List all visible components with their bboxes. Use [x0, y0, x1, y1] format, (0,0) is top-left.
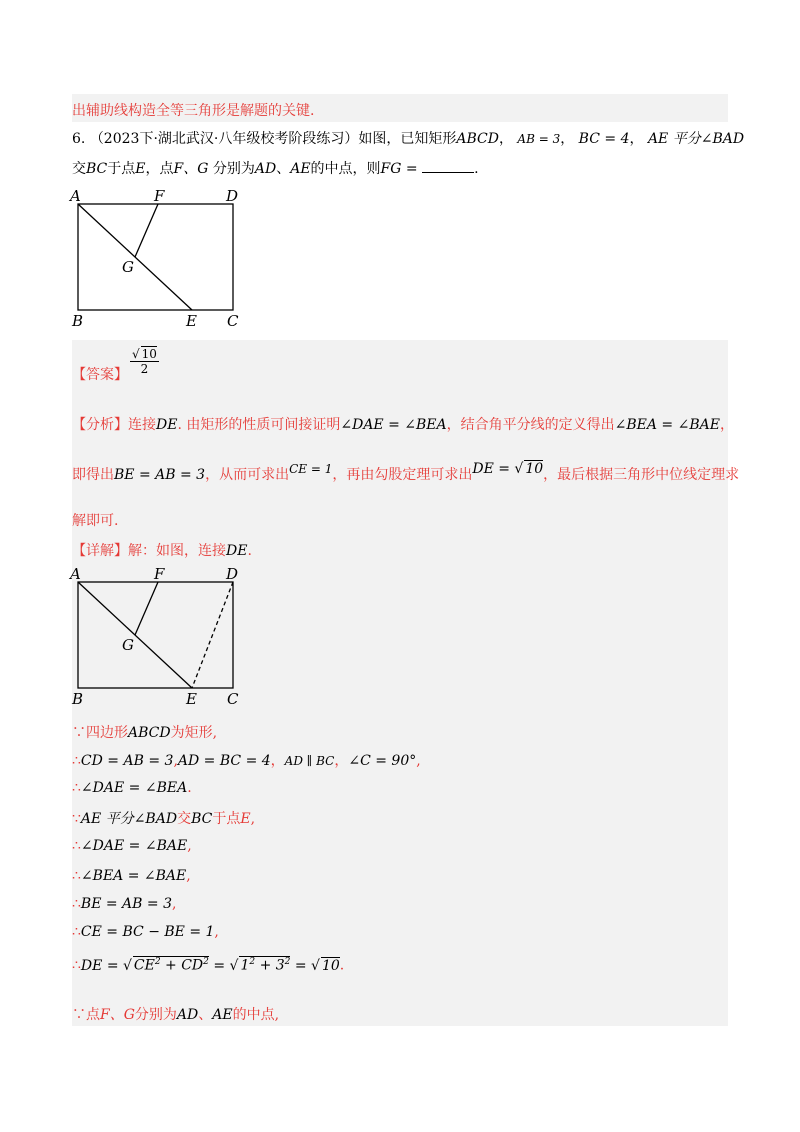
analysis-text: ，结合角平分线的定义得出: [446, 417, 615, 433]
math-part: + 3: [255, 957, 285, 974]
step-text: ∴: [72, 957, 81, 974]
step-10: [72, 1004, 728, 1024]
bc-label: BC: [86, 161, 108, 177]
step-1: [72, 722, 728, 742]
step-2: [72, 750, 728, 770]
equation: BE = AB = 3: [114, 467, 206, 483]
problem-line-2: [72, 158, 728, 178]
points-fg: F、G: [173, 161, 209, 177]
step-math: ∠DAE = ∠BEA: [80, 780, 188, 796]
math-part: 1: [240, 957, 250, 974]
analysis-line-2: 即得出BE = AB = 3，从而可求出CE = 1，再由勾股定理可求出DE = √ 10，最后根据三角形中位线定理求: [72, 461, 740, 483]
detail-text: 解：如图，连接: [128, 543, 226, 559]
label-a: A: [70, 187, 81, 205]
label-e: E: [186, 312, 197, 330]
math-part: CE: [133, 957, 155, 974]
math-root: [239, 956, 290, 974]
step-math: BC: [191, 811, 213, 827]
point-e: E: [135, 161, 146, 177]
figure-rectangle-2: [66, 562, 266, 712]
step-math: AD ∥ BC: [284, 754, 335, 768]
label-e: E: [186, 690, 197, 708]
analysis-text: ，从而可求出: [205, 467, 290, 483]
figure-rectangle-1: [66, 184, 266, 334]
analysis-line-1: [72, 414, 734, 434]
step-text: .: [187, 780, 192, 796]
step-8: [72, 924, 728, 940]
math-part: DE =: [80, 957, 123, 974]
detail-label: 【详解】: [72, 543, 128, 559]
step-text: 的中点,: [232, 1007, 280, 1023]
step-math: DE = √ $CE^2 + CD^2$ = √ $1^2 + 3^2$ = √ 10: [80, 957, 340, 974]
step-3: [72, 780, 728, 796]
label-g: G: [122, 258, 134, 276]
step-math: BE = AB = 3: [80, 896, 172, 912]
detail-header: [72, 540, 728, 560]
math-exp: 2: [284, 957, 291, 967]
label-f: F: [154, 187, 165, 205]
step-math: ABCD: [128, 725, 171, 741]
equation-root: 10: [525, 461, 544, 477]
answer-blank: [422, 160, 474, 173]
label-f: F: [154, 565, 165, 583]
step-math: CE = BC − BE = 1: [80, 924, 215, 940]
step-text: ,: [214, 924, 219, 940]
problem-line-1: 6. （2023下·湖北武汉·八年级校考阶段练习）如图，已知矩形ABCD， AB = 3， BC = 4， AE 平分∠BAD: [72, 131, 745, 147]
ae-bisects: AE 平分∠BAD: [647, 131, 745, 147]
analysis-text: ，最后根据三角形中位线定理求: [543, 467, 740, 483]
ad-label: AD: [254, 161, 277, 177]
step-text: ∴: [72, 753, 81, 769]
step-text: ,: [187, 838, 192, 854]
analysis-line-3: 解即可.: [72, 513, 119, 529]
label-d: D: [226, 565, 239, 583]
step-math: E: [240, 811, 251, 827]
step-math: ∠C = 90°: [348, 753, 417, 769]
step-text: ，: [334, 753, 349, 769]
analysis-text: . 由矩形的性质可间接证明: [177, 417, 341, 433]
answer-numerator: √ 10: [132, 347, 157, 361]
step-text: ,: [416, 753, 421, 769]
step-math: AE 平分∠BAD: [80, 811, 178, 827]
step-7: [72, 896, 728, 912]
ab-value: AB = 3: [517, 132, 561, 146]
label-g: G: [122, 636, 134, 654]
problem-text: 如图，已知矩形: [358, 131, 457, 147]
step-math: AD = BC = 4: [177, 753, 271, 769]
answer-label: 【答案】: [72, 367, 128, 383]
label-b: B: [72, 312, 84, 330]
step-text: ∴: [72, 780, 81, 796]
step-text: ∴: [72, 896, 81, 912]
label-a: A: [70, 565, 81, 583]
step-6: [72, 868, 728, 884]
step-text: ∴: [72, 868, 81, 884]
equation: DE =: [472, 461, 515, 477]
equation: ∠DAE = ∠BEA: [340, 417, 447, 433]
step-text: ∵点: [72, 1007, 100, 1023]
step-text: ,: [186, 868, 191, 884]
step-text: 为矩形,: [170, 725, 218, 741]
de-label: DE: [156, 417, 178, 433]
step-text: ,: [173, 753, 178, 769]
math-root: [133, 956, 209, 974]
step-text: ,: [172, 896, 177, 912]
answer-fraction: [130, 346, 159, 376]
step-text: .: [339, 957, 345, 974]
de-label: DE: [226, 543, 248, 559]
step-math: F、G: [100, 1007, 135, 1023]
rect-name: ABCD: [456, 131, 499, 147]
problem-end: .: [474, 161, 479, 177]
answer-root: 10: [141, 347, 157, 361]
label-d: D: [226, 187, 239, 205]
step-text: ∴: [72, 838, 81, 854]
step-text: ∵四边形: [72, 725, 128, 741]
math-exp: 2: [203, 957, 209, 967]
math-part: =: [208, 957, 230, 974]
bc-value: BC = 4: [578, 131, 630, 147]
step-4: [72, 808, 728, 828]
step-math: AE: [212, 1007, 233, 1023]
step-9: [72, 956, 728, 974]
analysis-text: 即得出: [72, 467, 114, 483]
label-b: B: [72, 690, 84, 708]
math-exp: 2: [249, 957, 256, 967]
equation: ∠BEA = ∠BAE: [614, 417, 720, 433]
label-c: C: [227, 690, 239, 708]
math-root: 10: [321, 957, 340, 974]
math-part: + CD: [160, 957, 204, 974]
fg-label: FG =: [380, 161, 418, 177]
problem-text: 分别为: [212, 161, 255, 177]
step-text: ,: [250, 811, 256, 827]
step-math: AD: [176, 1007, 199, 1023]
answer-denominator: 2: [140, 362, 149, 376]
step-text: 交: [177, 811, 192, 827]
problem-text: ，点: [145, 161, 174, 177]
analysis-text: ，: [719, 417, 734, 433]
analysis-text: 连接: [128, 417, 156, 433]
step-math: CD = AB = 3: [80, 753, 174, 769]
step-5: [72, 838, 728, 854]
math-exp: 2: [154, 957, 161, 967]
step-text: ∴: [72, 924, 81, 940]
detail-text: .: [247, 543, 252, 559]
problem-text: 交: [72, 161, 86, 177]
separator: 、: [276, 161, 291, 177]
step-math: ∠BEA = ∠BAE: [80, 868, 187, 884]
math-part: =: [290, 957, 312, 974]
step-math: ∠DAE = ∠BAE: [80, 838, 188, 854]
step-text: ∵: [72, 811, 81, 827]
previous-conclusion: 出辅助线构造全等三角形是解题的关键.: [72, 103, 315, 119]
analysis-label: 【分析】: [72, 417, 128, 433]
problem-number: 6.: [72, 131, 86, 147]
problem-source: （2023下·湖北武汉·八年级校考阶段练习）: [89, 131, 359, 147]
step-text: 于点: [212, 811, 241, 827]
step-text: 、: [198, 1007, 213, 1023]
step-text: ，: [270, 753, 285, 769]
equation: CE = 1: [289, 462, 333, 476]
problem-text: 的中点，则: [310, 161, 381, 177]
label-c: C: [227, 312, 239, 330]
ae-label: AE: [290, 161, 311, 177]
step-text: 分别为: [134, 1007, 177, 1023]
problem-text: 于点: [107, 161, 136, 177]
analysis-text: ，再由勾股定理可求出: [332, 467, 473, 483]
